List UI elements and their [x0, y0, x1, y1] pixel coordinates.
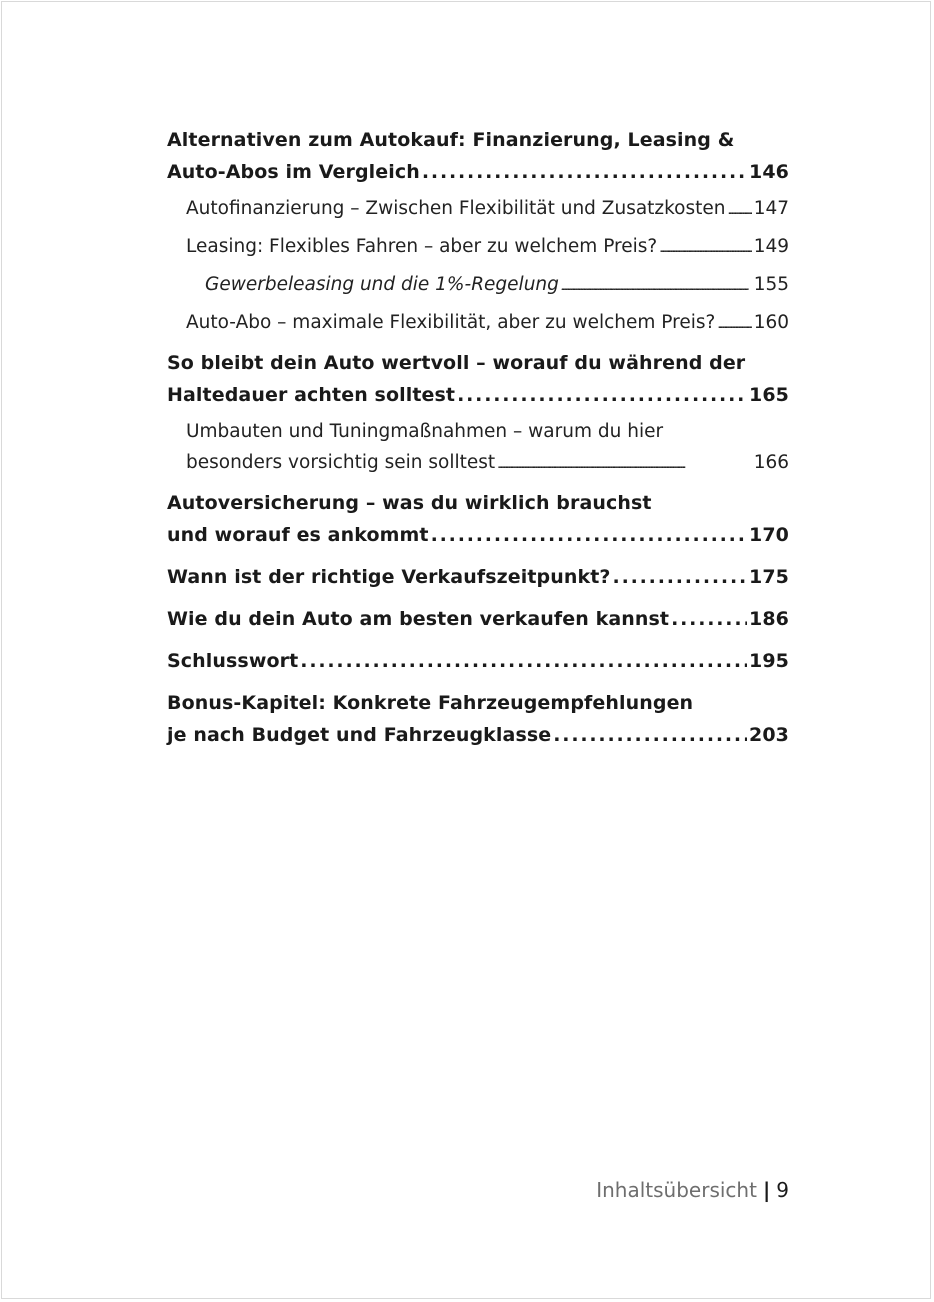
toc-entry[interactable]	[167, 307, 789, 340]
toc-entry-title: Wie du dein Auto am besten verkaufen kannst	[167, 608, 670, 630]
toc-page-number: 160	[753, 312, 789, 333]
dot-leader	[717, 307, 751, 340]
toc-entry-last-line	[167, 561, 789, 593]
toc-entry-title: Wann ist der richtige Verkaufszeitpunkt?	[167, 566, 611, 588]
toc-page-number: 147	[753, 198, 789, 219]
toc-page-number: 146	[749, 161, 789, 183]
toc-page-number: 155	[753, 274, 789, 295]
toc-entry-title: je nach Budget und Fahrzeugklasse	[167, 724, 552, 746]
dot-leader	[561, 269, 752, 302]
toc-entry-last-line	[167, 379, 789, 411]
toc-entry-last-line	[186, 307, 789, 340]
footer-section-title: Inhaltsübersicht	[596, 1178, 757, 1202]
toc-entry-last-line	[167, 603, 789, 635]
toc-entry-last-line	[205, 269, 789, 302]
toc-entry-title-line: So bleibt dein Auto wertvoll – worauf du während der	[167, 352, 746, 374]
toc-page-number: 166	[753, 452, 789, 473]
footer-separator: |	[762, 1178, 771, 1202]
footer-page-number: 9	[776, 1178, 789, 1202]
toc-entry-last-line	[167, 719, 789, 751]
toc-entry[interactable]	[167, 269, 789, 302]
toc-entry-title: Leasing: Flexibles Fahren – aber zu welchem Preis?	[186, 236, 658, 257]
toc-entry-title-line: Bonus-Kapitel: Konkrete Fahrzeugempfehlungen	[167, 692, 694, 714]
dot-leader	[457, 379, 747, 411]
toc-entry[interactable]	[167, 487, 789, 551]
toc-page-number: 149	[753, 236, 789, 257]
toc-entry-last-line	[167, 645, 789, 677]
toc-entry[interactable]	[167, 603, 789, 635]
toc-page-number: 170	[749, 524, 789, 546]
toc-entry-title: Auto-Abos im Vergleich	[167, 161, 420, 183]
toc-entry-title-line: Umbauten und Tuningmaßnahmen – warum du hier	[186, 421, 664, 442]
toc-entry-title: Gewerbeleasing und die 1%-Regelung	[205, 274, 559, 295]
toc-entry-last-line	[167, 156, 789, 188]
toc-entry-title-line: Autoversicherung – was du wirklich brauchst	[167, 492, 652, 514]
toc-page-number: 203	[749, 724, 789, 746]
toc-entry-title: Auto-Abo – maximale Flexibilität, aber zu welchem Preis?	[186, 312, 716, 333]
toc-entry-last-line	[167, 519, 789, 551]
toc-entry[interactable]	[167, 416, 789, 480]
toc-entry-last-line	[186, 447, 789, 480]
toc-entry-title: Haltedauer achten solltest	[167, 384, 456, 406]
toc-entry-last-line	[186, 231, 789, 264]
toc-entry-title: Autofinanzierung – Zwischen Flexibilität und Zusatzkosten	[186, 198, 726, 219]
toc-entry-title: Schlusswort	[167, 650, 299, 672]
dot-leader	[671, 603, 747, 635]
toc-entry[interactable]	[167, 193, 789, 226]
toc-page-number: 186	[749, 608, 789, 630]
toc-entry-title: und worauf es ankommt	[167, 524, 429, 546]
dot-leader	[553, 719, 747, 751]
dot-leader	[431, 519, 747, 551]
toc-page-number: 165	[749, 384, 789, 406]
toc-entry[interactable]	[167, 231, 789, 264]
dot-leader	[497, 447, 752, 480]
dot-leader	[422, 156, 747, 188]
toc-entry[interactable]	[167, 561, 789, 593]
toc-entry-title: besonders vorsichtig sein solltest	[186, 452, 496, 473]
dot-leader	[728, 193, 752, 226]
page-footer	[596, 1176, 789, 1204]
dot-leader	[613, 561, 747, 593]
toc-entry[interactable]	[167, 124, 789, 188]
dot-leader	[659, 231, 751, 264]
toc-entry[interactable]	[167, 645, 789, 677]
table-of-contents	[167, 124, 789, 761]
dot-leader	[300, 645, 747, 677]
toc-entry[interactable]	[167, 347, 789, 411]
toc-page-number: 175	[749, 566, 789, 588]
toc-page-number: 195	[749, 650, 789, 672]
toc-entry-title-line: Alternativen zum Autokauf: Finanzierung, Leasing &	[167, 129, 735, 151]
toc-entry-last-line	[186, 193, 789, 226]
toc-entry[interactable]	[167, 687, 789, 751]
